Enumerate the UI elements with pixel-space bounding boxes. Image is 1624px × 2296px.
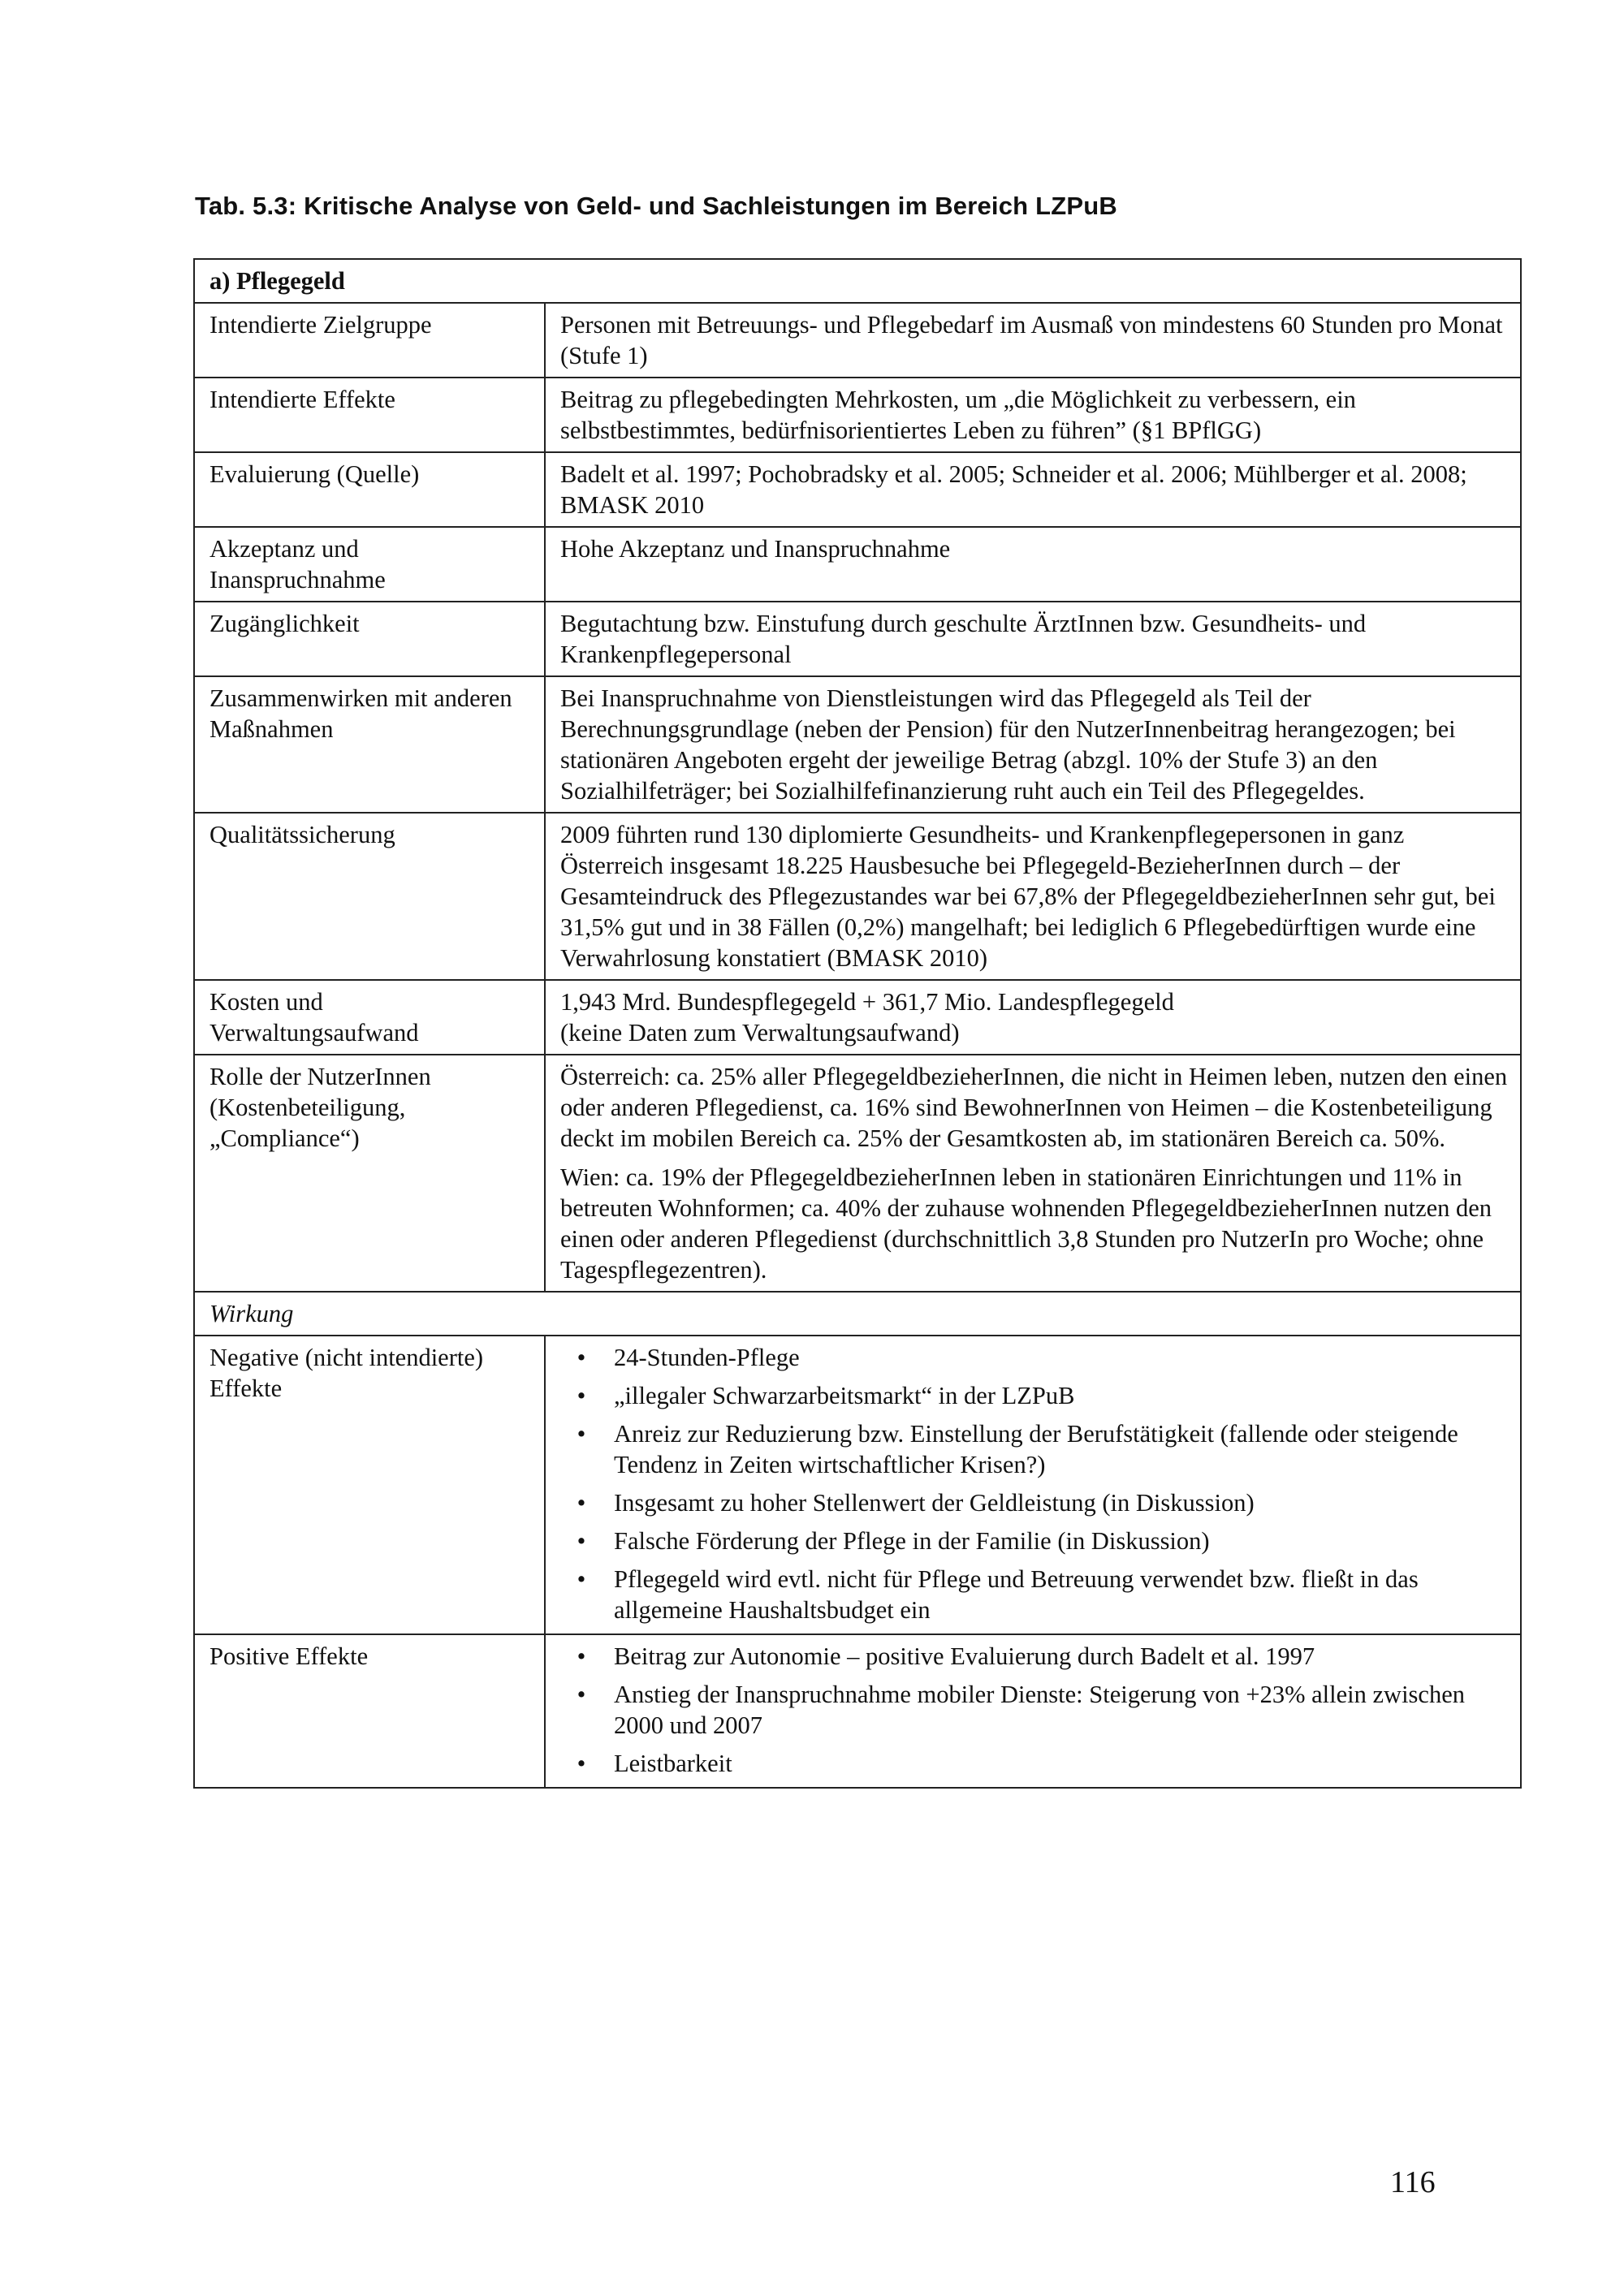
list-item [560,1748,1509,1779]
row-label: Intendierte Effekte [194,378,545,452]
bullet-icon: • [577,1527,586,1555]
list-item [560,1380,1509,1411]
bullet-icon: • [577,1382,586,1409]
table-row [194,452,1521,527]
section-title: a) Pflegegeld [194,259,1521,303]
bullet-icon: • [577,1565,586,1593]
table-row [194,527,1521,602]
bullet-icon: • [577,1750,586,1777]
positive-effects-cell [545,1634,1521,1788]
negative-effects-cell [545,1336,1521,1634]
list-item [560,1679,1509,1741]
list-item-text: „illegaler Schwarzarbeitsmarkt“ in der LZPuB [614,1382,1075,1409]
list-item-text: Beitrag zur Autonomie – positive Evaluierung durch Badelt et al. 1997 [614,1642,1315,1670]
row-label: Intendierte Zielgruppe [194,303,545,378]
table-section-header-row [194,259,1521,303]
list-item-text: Pflegegeld wird evtl. nicht für Pflege und Betreuung verwendet bzw. fließt in das allgemeine Haushaltsbudget ein [614,1565,1419,1624]
row-label: Zugänglichkeit [194,602,545,676]
list-item-text: Insgesamt zu hoher Stellenwert der Geldleistung (in Diskussion) [614,1489,1255,1517]
table-row [194,1055,1521,1292]
row-label: Kosten und Verwaltungsaufwand [194,980,545,1055]
row-label: Akzeptanz und Inanspruchnahme [194,527,545,602]
table-row [194,303,1521,378]
table-row [194,980,1521,1055]
negative-effects-list [560,1342,1509,1625]
list-item-text: Leistbarkeit [614,1750,732,1777]
wirkung-row [194,1292,1521,1336]
bullet-icon: • [577,1642,586,1670]
table-row [194,378,1521,452]
list-item-text: Falsche Förderung der Pflege in der Familie (in Diskussion) [614,1527,1210,1555]
row-label: Zusammenwirken mit anderen Maßnahmen [194,676,545,813]
analysis-table [193,258,1522,1789]
row-label: Evaluierung (Quelle) [194,452,545,527]
row-text: Beitrag zu pflegebedingten Mehrkosten, um „die Möglichkeit zu verbessern, ein selbstbestimmtes, bedürfnisorientiertes Leben zu führen” (§1 BPflGG) [545,378,1521,452]
row-text: Badelt et al. 1997; Pochobradsky et al. 2005; Schneider et al. 2006; Mühlberger et al. 2008; BMASK 2010 [545,452,1521,527]
list-item [560,1564,1509,1625]
list-item [560,1526,1509,1556]
row-text: Hohe Akzeptanz und Inanspruchnahme [545,527,1521,602]
negative-effects-row [194,1336,1521,1634]
positive-effects-row [194,1634,1521,1788]
austria-paragraph: Österreich: ca. 25% aller PflegegeldbezieherInnen, die nicht in Heimen leben, nutzen den einen oder anderen Pflegedienst, ca. 16% sind BewohnerInnen von Heimen – die Kostenbeteiligung deckt im mobilen Bereich ca. 25% der Gesamtkosten ab, im stationären Bereich ca. 50%. [560,1063,1508,1152]
list-item-text: Anreiz zur Reduzierung bzw. Einstellung der Berufstätigkeit (fallende oder steigende Tendenz in Zeiten wirtschaftlicher Krisen?) [614,1420,1458,1478]
row-text [545,1055,1521,1292]
table-caption: Tab. 5.3: Kritische Analyse von Geld- und Sachleistungen im Bereich LZPuB [195,192,1118,220]
bullet-icon: • [577,1681,586,1708]
list-item-text: 24-Stunden-Pflege [614,1344,800,1371]
list-item-text: Anstieg der Inanspruchnahme mobiler Dienste: Steigerung von +23% allein zwischen 2000 und 2007 [614,1681,1465,1739]
row-label: Rolle der NutzerInnen (Kostenbeteiligung, „Compliance“) [194,1055,545,1292]
list-item [560,1487,1509,1518]
table-row [194,602,1521,676]
row-text: 2009 führten rund 130 diplomierte Gesundheits- und Krankenpflegepersonen in ganz Österreich insgesamt 18.225 Hausbesuche bei Pflegegeld-BezieherInnen durch – der Gesamteindruck des Pflegezustandes war bei 67,8% der PflegegeldbezieherInnen sehr gut, bei 31,5% gut und in 38 Fällen (0,2%) mangelhaft; bei lediglich 6 Pflegebedürftigen wurde eine Verwahrlosung konstatiert (BMASK 2010) [545,813,1521,980]
vienna-paragraph: Wien: ca. 19% der PflegegeldbezieherInnen leben in stationären Einrichtungen und 11% in betreuten Wohnformen; ca. 40% der zuhause wohnenden PflegegeldbezieherInnen nutzen den einen oder anderen Pflegedienst (durchschnittlich 3,8 Stunden pro NutzerIn pro Woche; ohne Tagespflegezentren). [560,1163,1492,1284]
row-text: Begutachtung bzw. Einstufung durch geschulte ÄrztInnen bzw. Gesundheits- und Krankenpflegepersonal [545,602,1521,676]
list-item [560,1342,1509,1373]
page-number: 116 [1390,2165,1436,2199]
table-row [194,676,1521,813]
cost-line: 1,943 Mrd. Bundespflegegeld + 361,7 Mio. Landespflegegeld [560,988,1174,1016]
table-row [194,813,1521,980]
admin-cost-note: (keine Daten zum Verwaltungsaufwand) [560,1019,960,1047]
positive-effects-list [560,1641,1509,1779]
row-text: Personen mit Betreuungs- und Pflegebedarf im Ausmaß von mindestens 60 Stunden pro Monat (Stufe 1) [545,303,1521,378]
row-label: Negative (nicht intendierte) Effekte [194,1336,545,1634]
row-text [545,980,1521,1055]
row-label: Qualitätssicherung [194,813,545,980]
wirkung-heading: Wirkung [194,1292,1521,1336]
bullet-icon: • [577,1489,586,1517]
bullet-icon: • [577,1420,586,1448]
list-item [560,1418,1509,1480]
row-label: Positive Effekte [194,1634,545,1788]
bullet-icon: • [577,1344,586,1371]
row-text: Bei Inanspruchnahme von Dienstleistungen wird das Pflegegeld als Teil der Berechnungsgrundlage (neben der Pension) für den NutzerInnenbeitrag herangezogen; bei stationären Angeboten ergeht der jeweilige Betrag (abzgl. 10% der Stufe 3) an den Sozialhilfeträger; bei Sozialhilfefinanzierung ruht auch ein Teil des Pflegegeldes. [545,676,1521,813]
list-item [560,1641,1509,1672]
